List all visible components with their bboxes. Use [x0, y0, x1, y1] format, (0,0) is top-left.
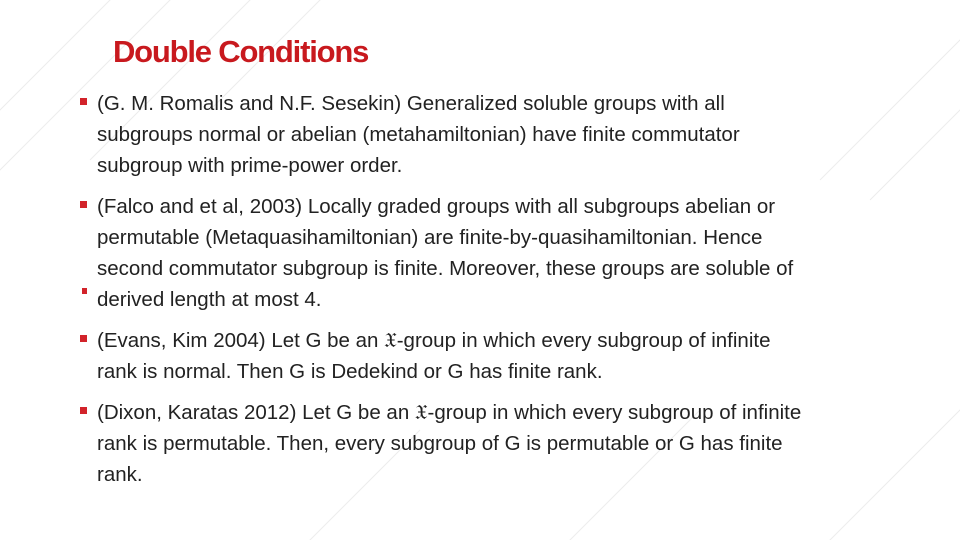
bullet-item-falco-2003	[80, 191, 930, 315]
bullet-text-line: (Falco and et al, 2003) Locally graded groups with all subgroups abelian or	[97, 195, 776, 218]
bullet-text-line: (G. M. Romalis and N.F. Sesekin) Generalized soluble groups with all	[97, 92, 725, 115]
bullet-text-line: permutable (Metaquasihamiltonian) are finite-by-quasihamiltonian. Hence	[97, 226, 763, 249]
bullet-text-line: subgroup with prime-power order.	[97, 154, 403, 177]
bullet-text-line: rank.	[97, 463, 143, 486]
bullet-square-icon	[80, 98, 87, 105]
bullet-text-line: (Dixon, Karatas 2012) Let G be an 𝔛-group in which every subgroup of infinite	[97, 401, 802, 424]
bullet-item-evans-kim-2004	[80, 325, 930, 387]
bullet-square-icon	[80, 407, 87, 414]
bullet-square-icon	[80, 335, 87, 342]
bullet-item-dixon-karatas-2012	[80, 397, 930, 490]
bullet-text-line: rank is permutable. Then, every subgroup of G is permutable or G has finite	[97, 432, 783, 455]
bullet-list	[80, 88, 930, 500]
bullet-item-romalis-sesekin	[80, 88, 930, 181]
bullet-text-line: subgroups normal or abelian (metahamiltonian) have finite commutator	[97, 123, 740, 146]
bullet-text-line: (Evans, Kim 2004) Let G be an 𝔛-group in which every subgroup of infinite	[97, 329, 771, 352]
bullet-text-line: rank is normal. Then G is Dedekind or G has finite rank.	[97, 360, 603, 383]
bullet-text-line: derived length at most 4.	[97, 288, 322, 311]
stray-bullet-square-icon	[82, 288, 87, 294]
slide-title: Double Conditions	[113, 34, 369, 69]
bullet-text-line: second commutator subgroup is finite. Moreover, these groups are soluble of	[97, 257, 794, 280]
bullet-square-icon	[80, 201, 87, 208]
